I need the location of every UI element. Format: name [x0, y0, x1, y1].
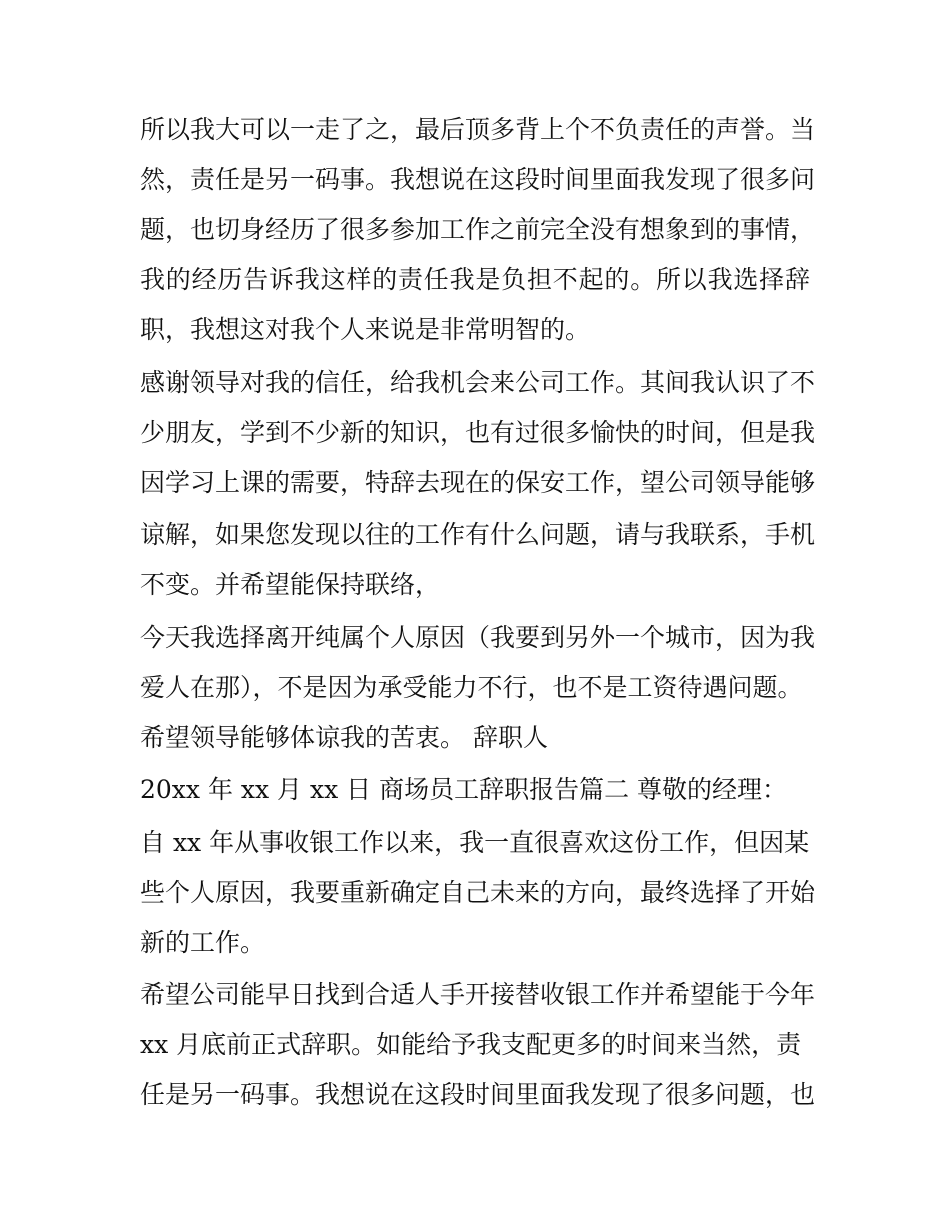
- text-line: 少朋友，学到不少新的知识，也有过很多愉快的时间，但是我: [140, 418, 816, 447]
- text-line: 爱人在那），不是因为承受能力不行，也不是工资待遇问题。: [140, 673, 803, 702]
- text-line: 不变。并希望能保持联络，: [140, 570, 441, 599]
- text-line: 自 xx 年从事收银工作以来，我一直很喜欢这份工作，但因某: [140, 828, 810, 857]
- text-line: 然，责任是另一码事。我想说在这段时间里面我发现了很多问: [140, 165, 816, 194]
- text-line: 新的工作。: [140, 928, 266, 957]
- text-line: 职，我想这对我个人来说是非常明智的。: [140, 315, 591, 344]
- text-line: 谅解，如果您发现以往的工作有什么问题，请与我联系，手机: [140, 520, 816, 549]
- text-line: 我的经历告诉我这样的责任我是负担不起的。所以我选择辞: [140, 265, 810, 294]
- text-line: 些个人原因，我要重新确定自己未来的方向，最终选择了开始: [140, 878, 816, 907]
- text-line: 所以我大可以一走了之，最后顶多背上个不负责任的声誉。当: [140, 115, 816, 144]
- text-line: 感谢领导对我的信任，给我机会来公司工作。其间我认识了不: [140, 368, 816, 397]
- text-line: 题，也切身经历了很多参加工作之前完全没有想象到的事情，: [140, 215, 816, 244]
- text-line: 任是另一码事。我想说在这段时间里面我发现了很多问题，也: [140, 1080, 816, 1109]
- text-line: 因学习上课的需要，特辞去现在的保安工作，望公司领导能够: [140, 468, 816, 497]
- text-line: 20xx 年 xx 月 xx 日 商场员工辞职报告篇二 尊敬的经理：: [140, 775, 788, 804]
- text-line: 希望公司能早日找到合适人手开接替收银工作并希望能于今年: [140, 980, 816, 1009]
- text-line: 今天我选择离开纯属个人原因（我要到另外一个城市，因为我: [140, 623, 816, 652]
- text-line: 希望领导能够体谅我的苦衷。 辞职人: [140, 723, 548, 752]
- text-line: xx 月底前正式辞职。如能给予我支配更多的时间来当然，责: [140, 1030, 802, 1059]
